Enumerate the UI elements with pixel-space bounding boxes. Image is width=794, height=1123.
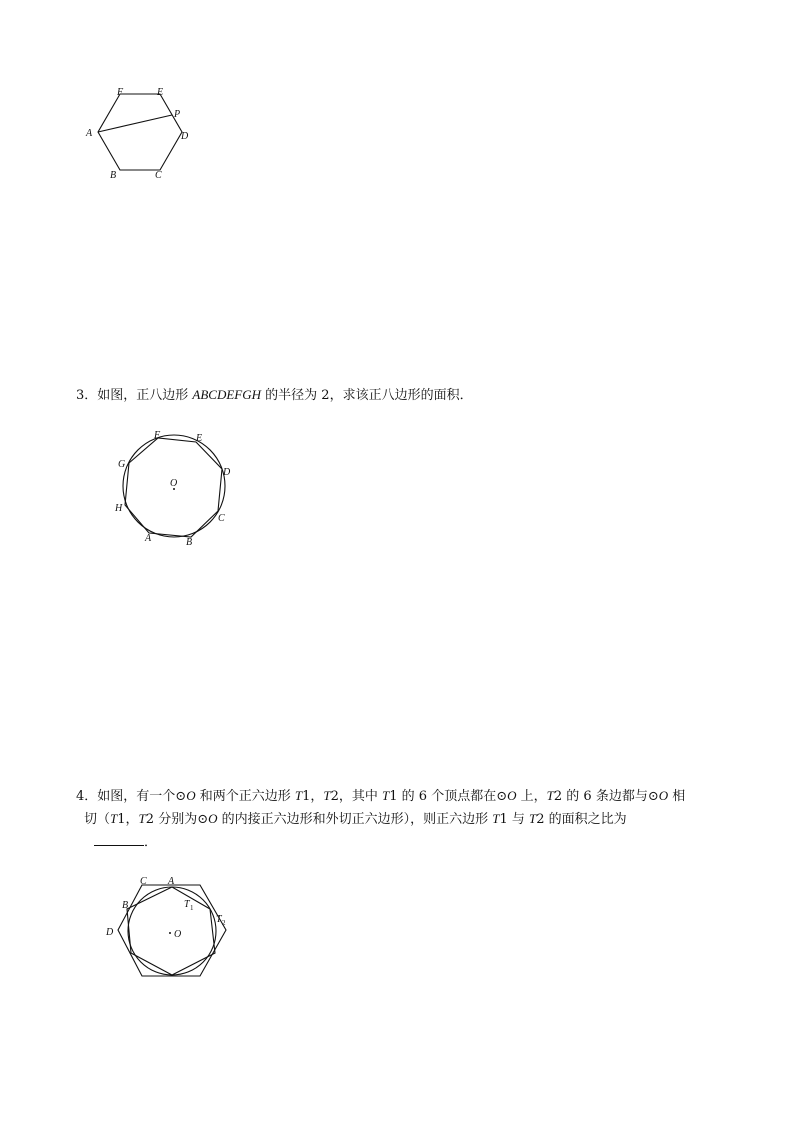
question-4-line-3 — [76, 831, 726, 854]
t1-letter: T — [294, 788, 303, 803]
q4-text: ， — [125, 812, 139, 827]
center-dot — [169, 932, 171, 934]
question-4 — [76, 785, 726, 854]
q4-text: 如图，有一个⊙ — [97, 789, 187, 804]
t1-sub: 1 — [302, 789, 311, 804]
label-h: H — [115, 503, 123, 514]
q4-text: 的内接正六边形和外切正六边形），则正六边形 — [217, 812, 493, 827]
label-d: D — [181, 131, 189, 142]
octagon-name: ABCDEFGH — [192, 387, 262, 402]
q4-text: 上， — [516, 789, 547, 804]
q4-text: 分别为⊙ — [154, 812, 209, 827]
hexagon-ap-diagram — [80, 80, 200, 190]
label-g: G — [118, 459, 126, 470]
q4-text: ， — [310, 789, 324, 804]
t2-sub: 2 — [330, 789, 339, 804]
q4-text: ，其中 — [338, 789, 383, 804]
label-t1: T — [184, 899, 190, 910]
label-e: E — [157, 87, 164, 98]
q4-text: 的 6 条边都与⊙ — [562, 789, 659, 804]
label-b: B — [110, 170, 117, 181]
label-b: B — [186, 537, 193, 548]
label-f: F — [117, 87, 124, 98]
label-a: A — [168, 876, 175, 887]
q4-text: 相 — [668, 789, 686, 804]
t2-letter: T — [546, 788, 554, 803]
hexagon-abcdef — [98, 94, 182, 170]
figure-two-hexagons — [100, 870, 240, 985]
label-c: C — [155, 170, 162, 181]
t2-letter: T — [138, 811, 146, 826]
t2-sub: 2 — [553, 789, 563, 804]
octagon-diagram — [110, 425, 240, 550]
question-4-number: 4． — [76, 789, 98, 804]
label-a: A — [86, 128, 93, 139]
t1-sub: 1 — [117, 812, 126, 827]
t2-letter: T — [529, 811, 537, 826]
label-a: A — [145, 533, 152, 544]
label-d: D — [106, 927, 114, 938]
q4-text: ． — [144, 835, 158, 850]
q4-text: 的 6 个顶点都在⊙ — [397, 789, 508, 804]
q4-text: 的面积之比为 — [544, 812, 627, 827]
segment-ap — [98, 115, 172, 132]
hexagon-t2-circumscribed — [118, 885, 226, 976]
t2-letter: T — [323, 788, 331, 803]
figure-octagon — [110, 425, 240, 550]
label-o: O — [170, 478, 178, 489]
t1-letter: T — [382, 788, 390, 803]
question-4-line-2 — [76, 808, 726, 831]
circle-o: O — [186, 788, 196, 803]
answer-blank[interactable] — [94, 831, 144, 846]
question-3-text-before: 如图，正八边形 — [97, 388, 193, 403]
label-c: C — [218, 513, 225, 524]
label-t2: T — [216, 914, 222, 925]
label-c: C — [140, 876, 147, 887]
circle-o: O — [507, 788, 517, 803]
label-o: O — [174, 929, 182, 940]
label-b: B — [122, 900, 129, 911]
q4-text: 与 — [507, 812, 530, 827]
circle-o — [128, 887, 216, 975]
label-f: F — [154, 430, 161, 441]
t1-sub: 1 — [499, 812, 508, 827]
label-t1-sub: 1 — [190, 904, 194, 912]
circle-o: O — [658, 788, 669, 803]
label-d: D — [223, 467, 231, 478]
question-3-number: 3． — [76, 388, 98, 403]
label-t2-sub: 2 — [222, 919, 226, 927]
t1-sub: 1 — [389, 789, 398, 804]
figure-hexagon-ap — [80, 80, 200, 190]
t2-sub: 2 — [145, 812, 155, 827]
t2-sub: 2 — [536, 812, 545, 827]
question-3-text-after: 的半径为 2，求该正八边形的面积． — [261, 388, 473, 403]
circle-o: O — [208, 811, 218, 826]
t1-letter: T — [110, 811, 118, 826]
two-hexagons-diagram — [100, 870, 240, 985]
q4-text: 切（ — [84, 812, 111, 827]
t1-letter: T — [492, 811, 500, 826]
label-e: E — [196, 433, 203, 444]
label-p: P — [174, 109, 181, 120]
q4-text: 和两个正六边形 — [195, 789, 295, 804]
question-4-line-1 — [76, 785, 726, 808]
question-3 — [76, 384, 726, 407]
